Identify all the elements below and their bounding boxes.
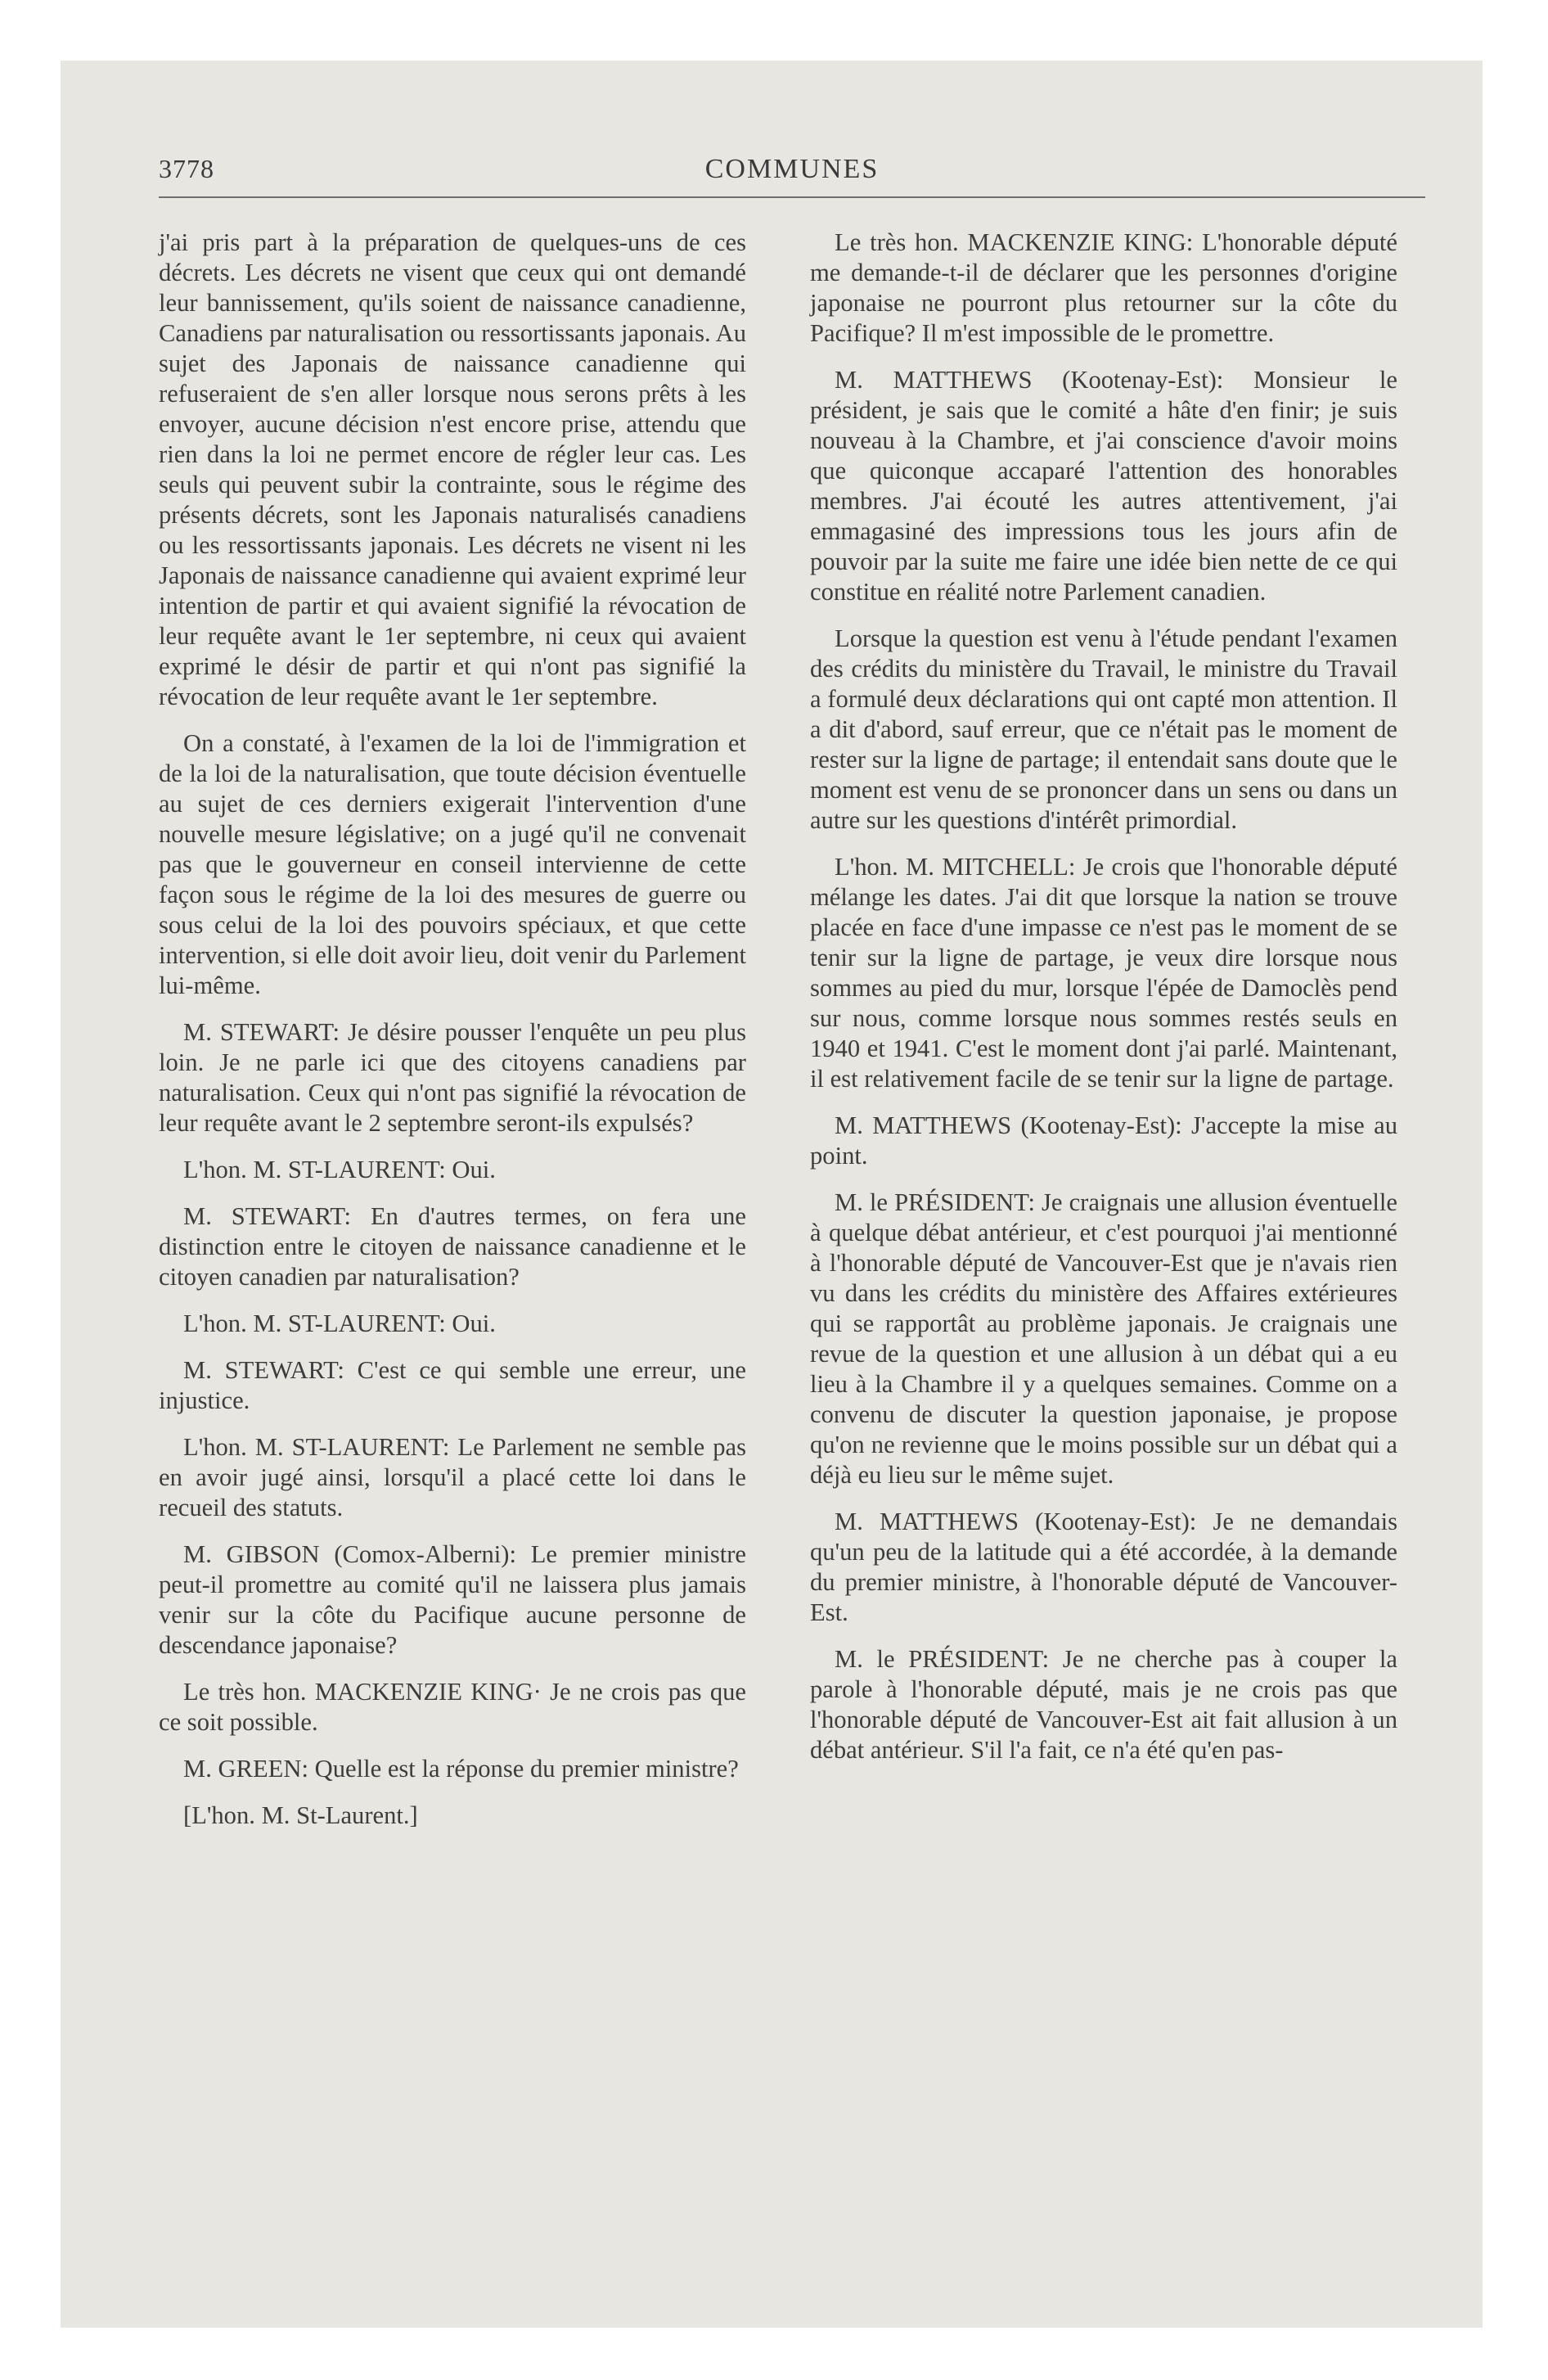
paragraph: M. GREEN: Quelle est la réponse du premier ministre? (183, 1755, 739, 1783)
left-column (159, 228, 746, 1847)
paragraph: M. le PRÉSIDENT: Je ne cherche pas à couper la parole à l'honorable député, mais je ne crois pas que l'honorable député de Vancouver-Est ait fait allusion à un débat antérieur. S'il l'a fait, ce n'a été qu'en pas- (810, 1645, 1397, 1764)
paragraph: M. STEWART: C'est ce qui semble une erreur, une injustice. (159, 1356, 746, 1414)
paragraph: On a constaté, à l'examen de la loi de l'immigration et de la loi de la naturalisation, que toute décision éventuelle au sujet de ces derniers exigerait l'intervention d'une nouvelle mesure législative; on a jugé qu'il ne convenait pas que le gouverneur en conseil intervienne de cette façon sous le régime de la loi des mesures de guerre ou sous celui de la loi des pouvoirs spéciaux, et que cette intervention, si elle doit avoir lieu, doit venir du Parlement lui-même. (159, 729, 746, 999)
paragraph: M. STEWART: Je désire pousser l'enquête un peu plus loin. Je ne parle ici que des citoyens canadiens par naturalisation. Ceux qui n'ont pas signifié la révocation de leur requête avant le 2 septembre seront-ils expulsés? (159, 1018, 746, 1137)
page-number: 3778 (159, 154, 214, 183)
paragraph: L'hon. M. MITCHELL: Je crois que l'honorable député mélange les dates. J'ai dit que lorsque la nation se trouve placée en face d'une impasse ce n'est pas le moment de se tenir sur la ligne de partage, je veux dire lorsque nous sommes au pied du mur, lorsque l'épée de Damoclès pend sur nous, comme lorsque nous sommes restés seuls en 1940 et 1941. C'est le moment dont j'ai parlé. Maintenant, il est relativement facile de se tenir sur la ligne de partage. (810, 853, 1397, 1093)
header-rule (159, 196, 1425, 198)
paragraph: M. MATTHEWS (Kootenay-Est): J'accepte la mise au point. (810, 1111, 1397, 1170)
paragraph: L'hon. M. ST-LAURENT: Oui. (183, 1156, 496, 1183)
paragraph: L'hon. M. ST-LAURENT: Le Parlement ne semble pas en avoir jugé ainsi, lorsqu'il a placé cette loi dans le recueil des statuts. (159, 1433, 746, 1521)
paragraph: Le très hon. MACKENZIE KING: L'honorable député me demande-t-il de déclarer que les personnes d'origine japonaise ne pourront plus retourner sur la côte du Pacifique? Il m'est impossible de le promettre. (810, 228, 1397, 347)
paragraph: Le très hon. MACKENZIE KING· Je ne crois pas que ce soit possible. (159, 1678, 746, 1736)
running-head: COMMUNES (704, 154, 880, 184)
speaker-footnote: [L'hon. M. St-Laurent.] (183, 1801, 418, 1829)
paragraph: M. STEWART: En d'autres termes, on fera une distinction entre le citoyen de naissance canadienne et le citoyen canadien par naturalisation? (159, 1202, 746, 1291)
paragraph: j'ai pris part à la préparation de quelques-uns de ces décrets. Les décrets ne visent que ceux qui ont demandé leur bannissement, qu'ils soient de naissance canadienne, Canadiens par naturalisation ou ressortissants japonais. Au sujet des Japonais de naissance canadienne qui refuseraient de s'en aller lorsque nous serons prêts à les envoyer, aucune décision n'est encore prise, attendu que rien dans la loi ne permet encore de régler leur cas. Les seuls qui peuvent subir la contrainte, sous le régime des présents décrets, sont les Japonais naturalisés canadiens ou les ressortissants japonais. Les décrets ne visent ni les Japonais de naissance canadienne qui avaient exprimé leur intention de partir et qui avaient signifié la révocation de leur requête avant le 1er septembre, ni ceux qui avaient exprimé le désir de partir et qui n'ont pas signifié la révocation de leur requête avant le 1er septembre. (159, 228, 746, 710)
paragraph: M. MATTHEWS (Kootenay-Est): Je ne demandais qu'un peu de la latitude qui a été accordée, à la demande du premier ministre, à l'honorable député de Vancouver-Est. (810, 1508, 1397, 1626)
paragraph: L'hon. M. ST-LAURENT: Oui. (183, 1309, 496, 1337)
paragraph: Lorsque la question est venu à l'étude pendant l'examen des crédits du ministère du Travail, le ministre du Travail a formulé deux déclarations qui ont capté mon attention. Il a dit d'abord, sauf erreur, que ce n'était pas le moment de rester sur la ligne de partage; il entendait sans doute que le moment est venu de se prononcer dans un sens ou dans un autre sur les questions d'intérêt primordial. (810, 624, 1397, 834)
page-header (159, 154, 1425, 190)
right-column (810, 228, 1397, 1782)
paragraph: M. GIBSON (Comox-Alberni): Le premier ministre peut-il promettre au comité qu'il ne laissera plus jamais venir sur la côte du Pacifique aucune personne de descendance japonaise? (159, 1540, 746, 1659)
paragraph: M. MATTHEWS (Kootenay-Est): Monsieur le président, je sais que le comité a hâte d'en finir; je suis nouveau à la Chambre, et j'ai conscience d'avoir moins que quiconque accaparé l'attention des honorables membres. J'ai écouté les autres attentivement, j'ai emmagasiné des impressions tous les jours afin de pouvoir par la suite me faire une idée bien nette de ce qui constitue en réalité notre Parlement canadien. (810, 366, 1397, 606)
paragraph: M. le PRÉSIDENT: Je craignais une allusion éventuelle à quelque débat antérieur, et c'est pourquoi j'ai mentionné à l'honorable député de Vancouver-Est que je n'avais rien vu dans les crédits du ministère des Affaires extérieures qui se rapportât au problème japonais. Je craignais une revue de la question et une allusion à un débat qui a eu lieu à la Chambre il y a quelques semaines. Comme on a convenu de discuter la question japonaise, je propose qu'on ne revienne que le moins possible sur un débat qui a déjà eu lieu sur le même sujet. (810, 1188, 1397, 1489)
